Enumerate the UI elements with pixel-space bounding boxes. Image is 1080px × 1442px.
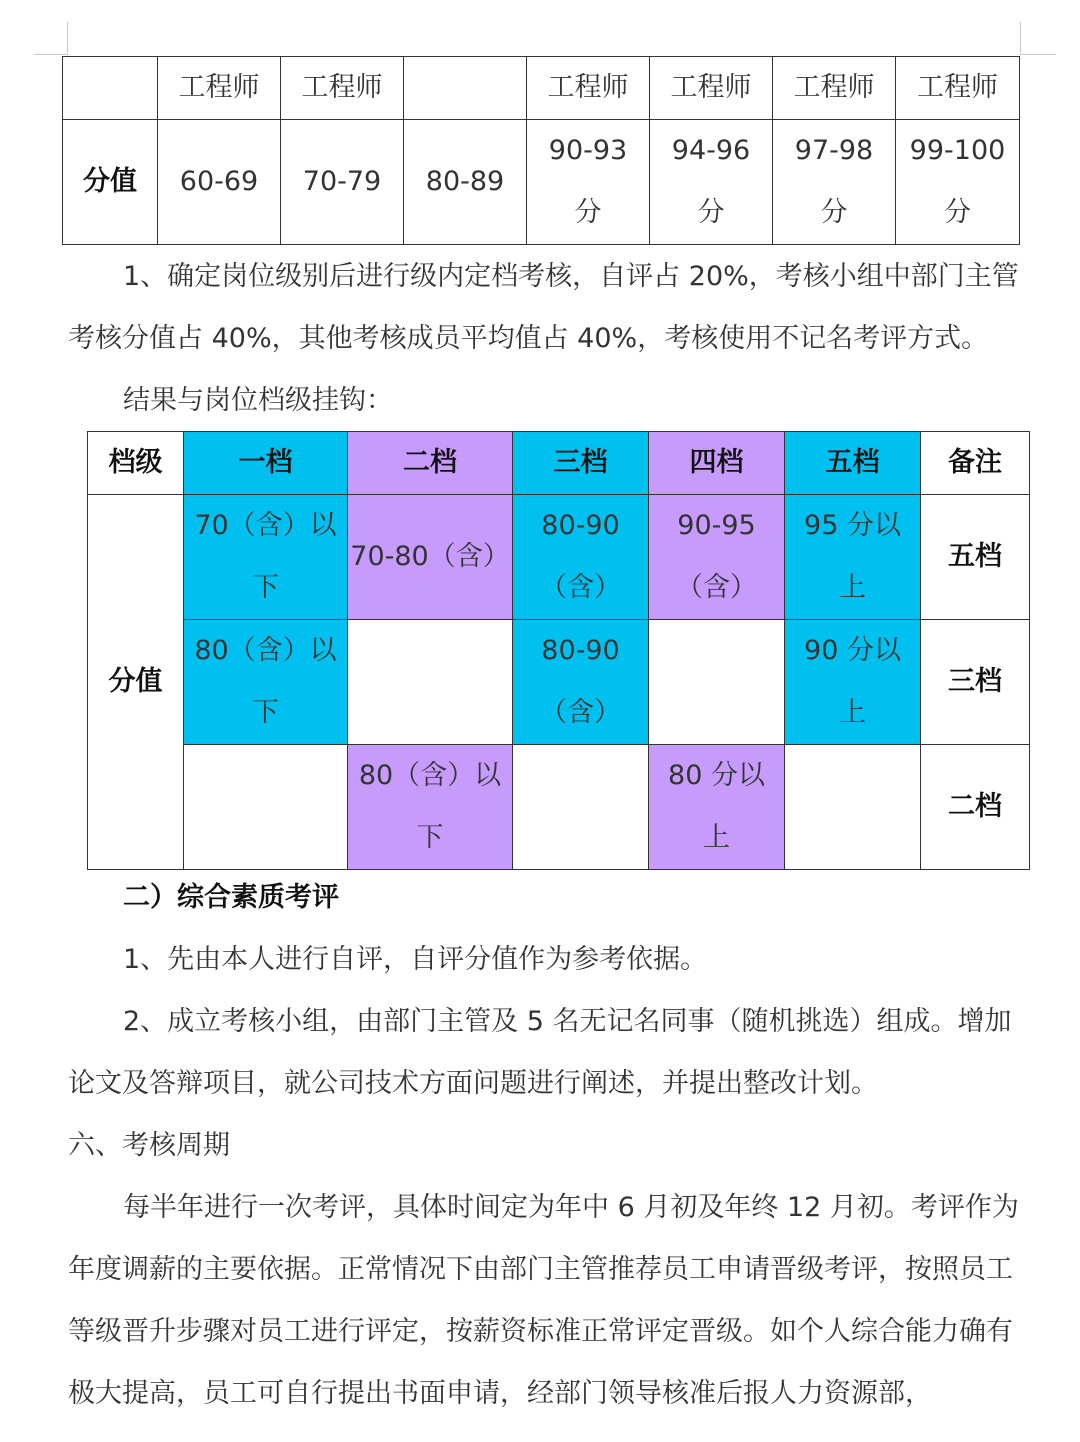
crop-mark-right-vertical (1020, 22, 1021, 54)
table2-header-cell: 三档 (513, 432, 649, 495)
table2-header-cell: 一档 (184, 432, 348, 495)
table2-header-cell: 档级 (88, 432, 184, 495)
section-heading-cycle: 六、考核周期 (68, 1130, 230, 1161)
table1-header-cell: 工程师 (650, 57, 773, 120)
table1-score-cell: 60-69 (158, 120, 281, 245)
table2-cell (513, 745, 649, 870)
table2-header-cell: 备注 (921, 432, 1030, 495)
table1-score-row (63, 120, 1020, 245)
table2-cell: 80-90 （含） (513, 495, 649, 620)
grade-level-table (87, 431, 1030, 870)
engineer-score-table (62, 56, 1020, 245)
table2-cell: 70-80（含） (348, 495, 513, 620)
table2-cell: 90-95 （含） (649, 495, 785, 620)
table2-cell: 95 分以 上 (785, 495, 921, 620)
table1-header-cell (63, 57, 158, 120)
table2-cell (184, 745, 348, 870)
paragraph-review-panel: 2、成立考核小组，由部门主管及 5 名无记名同事（随机挑选）组成。增加论文及答辩项目，就公司技术方面问题进行阐述，并提出整改计划。 (68, 1006, 1012, 1099)
table1-score-cell: 97-98 分 (773, 120, 896, 245)
table2-row (88, 620, 1030, 745)
paragraph-cycle-details: 每半年进行一次考评，具体时间定为年中 6 月初及年终 12 月初。考评作为年度调薪的主要依据。正常情况下由部门主管推荐员工申请晋级考评，按照员工等级晋升步骤对员工进行评定，按薪资标准正常评定晋级。如个人综合能力确有极大提高，员工可自行提出书面申请，经部门领导核准后报人力资源部， (68, 1192, 1019, 1409)
paragraph-self-evaluation: 1、先由本人进行自评，自评分值作为参考依据。 (123, 944, 708, 975)
table1-header-cell: 工程师 (896, 57, 1020, 120)
table2-header-row (88, 432, 1030, 495)
table1-header-cell (404, 57, 527, 120)
table2-note-cell: 五档 (921, 495, 1030, 620)
table2-cell (348, 620, 513, 745)
table2-cell: 90 分以 上 (785, 620, 921, 745)
table2-cell: 80-90 （含） (513, 620, 649, 745)
table1-score-cell: 99-100 分 (896, 120, 1020, 245)
table2-note-cell: 三档 (921, 620, 1030, 745)
table2-row (88, 495, 1030, 620)
table2-header-cell: 五档 (785, 432, 921, 495)
table2-row-label: 分值 (88, 495, 184, 870)
table2-cell: 80（含）以 下 (184, 620, 348, 745)
table1-header-cell: 工程师 (527, 57, 650, 120)
table1-score-cell: 90-93 分 (527, 120, 650, 245)
table2-header-cell: 二档 (348, 432, 513, 495)
crop-mark-right-horizontal (1020, 54, 1056, 55)
table1-score-cell: 80-89 (404, 120, 527, 245)
table2-cell (785, 745, 921, 870)
table1-header-cell: 工程师 (281, 57, 404, 120)
table1-header-cell: 工程师 (158, 57, 281, 120)
table1-row-label: 分值 (63, 120, 158, 245)
table2-cell: 70（含）以 下 (184, 495, 348, 620)
crop-mark-left-horizontal (34, 54, 68, 55)
crop-mark-left-vertical (67, 22, 68, 54)
paragraph-assessment-weights: 1、确定岗位级别后进行级内定档考核，自评占 20%，考核小组中部门主管考核分值占 40%，其他考核成员平均值占 40%，考核使用不记名考评方式。 (68, 261, 1019, 354)
table1-header-cell: 工程师 (773, 57, 896, 120)
table1-header-row (63, 57, 1020, 120)
table2-cell: 80 分以 上 (649, 745, 785, 870)
table1-score-cell: 70-79 (281, 120, 404, 245)
table2-header-cell: 四档 (649, 432, 785, 495)
section-heading-quality: 二）综合素质考评 (123, 882, 339, 913)
table2-cell (649, 620, 785, 745)
table2-note-cell: 二档 (921, 745, 1030, 870)
table2-cell: 80（含）以 下 (348, 745, 513, 870)
table1-score-cell: 94-96 分 (650, 120, 773, 245)
paragraph-result-link: 结果与岗位档级挂钩： (123, 385, 393, 416)
table2-row (88, 745, 1030, 870)
